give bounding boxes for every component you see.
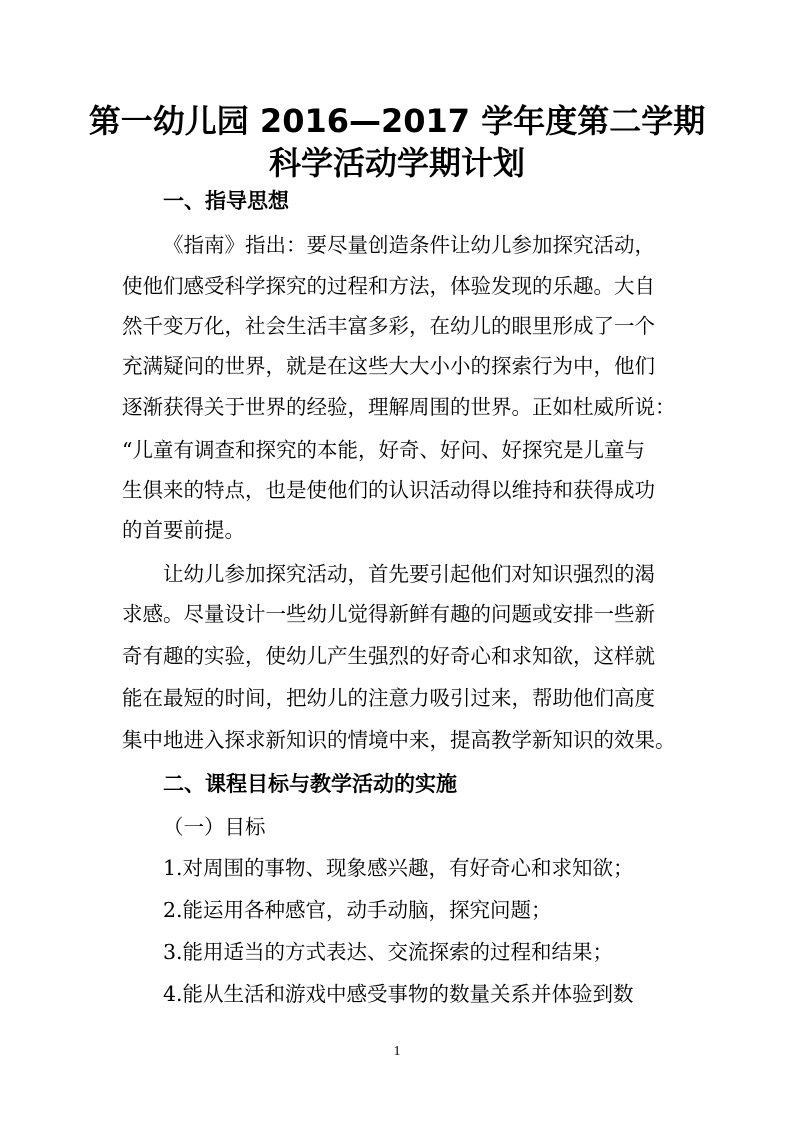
paragraph-line: 使他们感受科学探究的过程和方法，体验发现的乐趣。大自	[122, 274, 655, 298]
paragraph-line: 《指南》指出：要尽量创造条件让幼儿参加探究活动，	[163, 233, 655, 257]
paragraph-line: 集中地进入探求新知识的情境中来，提高教学新知识的效果。	[122, 728, 676, 752]
paragraph-line: 充满疑问的世界，就是在这些大大小小的探索行为中，他们	[122, 354, 655, 378]
list-item: 3.能用适当的方式表达、交流探索的过程和结果；	[163, 940, 614, 964]
paragraph-line: 能在最短的时间，把幼儿的注意力吸引过来，帮助他们高度	[122, 686, 655, 710]
paragraph-line: 然千变万化，社会生活丰富多彩，在幼儿的眼里形成了一个	[122, 314, 655, 338]
paragraph-line: “儿童有调查和探究的本能，好奇、好问、好探究是儿童与	[122, 438, 645, 462]
section-2-heading: 二、课程目标与教学活动的实施	[163, 772, 457, 796]
paragraph-line: 逐渐获得关于世界的经验，理解周围的世界。正如杜威所说：	[122, 395, 676, 419]
paragraph-line: 求感。尽量设计一些幼儿觉得新鲜有趣的问题或安排一些新	[122, 602, 655, 626]
section-1-heading: 一、指导思想	[163, 189, 289, 213]
list-item: 4.能从生活和游戏中感受事物的数量关系并体验到数	[163, 982, 634, 1006]
goals-subheading: （一）目标	[163, 815, 266, 839]
document-title-line-1: 第一幼儿园 2016—2017 学年度第二学期	[88, 102, 706, 140]
document-title-line-2: 科学活动学期计划	[268, 144, 525, 182]
paragraph-line: 奇有趣的实验，使幼儿产生强烈的好奇心和求知欲，这样就	[122, 644, 655, 668]
paragraph-line: 的首要前提。	[122, 518, 245, 542]
list-item: 2.能运用各种感官，动手动脑，探究问题；	[163, 898, 552, 922]
paragraph-line: 让幼儿参加探究活动，首先要引起他们对知识强烈的渴	[163, 562, 655, 586]
paragraph-line: 生俱来的特点，也是使他们的认识活动得以维持和获得成功	[122, 478, 655, 502]
list-item: 1.对周围的事物、现象感兴趣，有好奇心和求知欲；	[163, 856, 634, 880]
page-number: 1	[393, 1044, 401, 1059]
